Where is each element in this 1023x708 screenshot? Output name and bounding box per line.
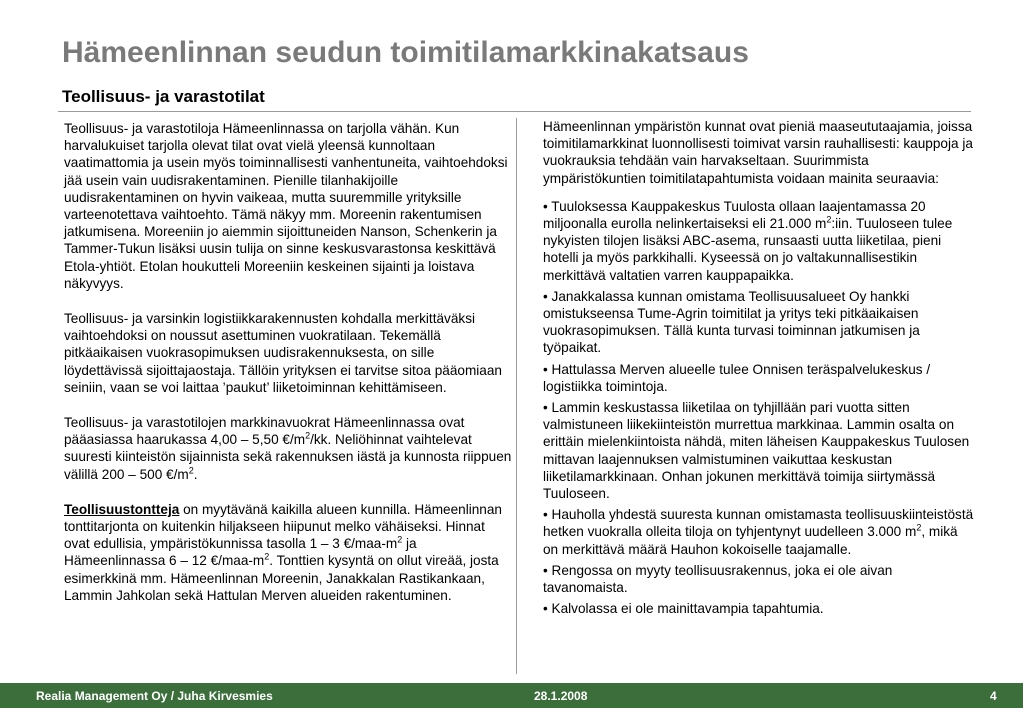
bullet-text-a: • Tuuloksessa Kauppakeskus Tuulosta ollaan laajentamassa 20 miljoonalla eurolla nelinkertaiseksi eli 21.000 m xyxy=(543,198,926,232)
section-heading: Teollisuus- ja varastotilat xyxy=(62,87,265,106)
left-p4-text-c: . Tonttien kysyntä on ollut vireää, josta esimerkkinä mm. Hämeenlinnan Moreenin, Janakkalan Rastikankaan, Lammin Jahkolan sekä Hattulan Merven alueiden rakentuminen. xyxy=(64,553,499,603)
left-p3-text-b: /kk. Neliöhinnat vaihtelevat suuresti kiinteistön sijainnista sekä rakennuksen iästä ja kunnosta riippuen välillä 200 – 500 €/m xyxy=(64,432,512,482)
bullet-text-a: • Hauholla yhdestä suuresta kunnan omistamasta teollisuuskiinteistöstä hetken vuokralla olleita tiloja on tyhjentynyt uudelleen 3.000 m xyxy=(543,507,974,540)
right-intro-paragraph: Hämeenlinnan ympäristön kunnat ovat pieniä maaseututaajamia, joissa toimitilamarkkinat luonnollisesti toimivat varsin rauhallisesti: kauppoja ja vuokrauksia tehdään vain harvakseltaan. Suurimmista ympäristökuntien toimitilatapahtumista voidaan mainita seuraavia: xyxy=(543,119,973,186)
horizontal-divider xyxy=(58,111,971,112)
left-paragraph-2: Teollisuus- ja varsinkin logistiikkarakennusten kohdalla merkittäväksi vaihtoehdoksi on noussut asettuminen vuokratilaan. Tekemällä pitkäaikaisen vuokrasopimuksen uudisrakennuksesta, on sille löydettävissä sijoittajaostaja. Tällöin yrityksen ei tarvitse sitoa pääomiaan seiniin, vaan se voi laittaa ’paukut’ liiketoiminnan kehittämiseen. xyxy=(64,311,502,395)
paragraph-lead-term: Teollisuustontteja xyxy=(64,501,180,517)
left-p3-text-a: Teollisuus- ja varastotilojen markkinavuokrat Hämeenlinnassa ovat pääasiassa haarukassa 4,00 – 5,50 €/m xyxy=(64,415,465,448)
bullet-item-janakkala: • Janakkalassa kunnan omistama Teollisuusalueet Oy hankki omistukseensa Tume-Agrin toimitilat ja yritys teki pitkäaikaisen vuokrasopimuksen. Tällä kunta turvasi toiminnan jatkumisen ja työpaikat. xyxy=(543,288,920,356)
superscript: 2 xyxy=(264,551,270,562)
superscript: 2 xyxy=(826,214,832,225)
bullet-item-lammi: • Lammin keskustassa liiketilaa on tyhjillään pari vuotta sitten valmistuneen liikekiinteistön murrettua markkinaa. Lammin osalta on erittäin mielenkiintoista nähdä, miten läheisen Kauppakeskus Tuulosen mittavan laajennuksen valmistuminen vaikuttaa keskustan liiketilamarkkinaan. Onhan jokunen merkittävä toimija siirtymässä Tuuloseen. xyxy=(543,400,970,502)
bullet-item-tuulos xyxy=(543,198,975,284)
footer-date: 28.1.2008 xyxy=(534,689,588,703)
bullet-item-kalvola: • Kalvolassa ei ole mainittavampia tapahtumia. xyxy=(543,601,824,617)
superscript: 2 xyxy=(397,534,403,545)
superscript: 2 xyxy=(188,465,194,476)
bullet-item-hauho xyxy=(543,506,975,558)
bullet-item-hattula: • Hattulassa Merven alueelle tulee Onnisen teräspalvelukeskus / logistiikka toimintoja. xyxy=(543,361,931,394)
column-divider xyxy=(516,118,517,674)
bullet-text-b: :iin. Tuuloseen tulee nykyisten tilojen lisäksi ABC-asema, runsaasti uutta liiketilaa, pieni hotelli ja myös parkkihalli. Kyseessä on jo valtakunnallisestikin merkittävä valtatien varren kauppapaikka. xyxy=(543,216,953,283)
page-title: Hämeenlinnan seudun toimitilamarkkinakatsaus xyxy=(62,36,749,69)
left-p4-text-b: ja Hämeenlinnassa 6 – 12 €/maa-m xyxy=(64,536,417,569)
left-column xyxy=(64,120,514,622)
bullet-text-b: , mikä on merkittävä määrä Hauhon kokoiselle taajamalle. xyxy=(543,524,958,557)
left-paragraph-1: Teollisuus- ja varastotiloja Hämeenlinnassa on tarjolla vähän. Kun harvalukuiset tarjolla olevat tilat ovat vielä yleensä kunnoltaan vaatimattomia ja usein myös toiminnallisesti vanhentuneita, vaihtoehdoksi jää usein vain uudisrakentaminen. Pienille tilanhakijoille uudisrakentaminen on hyvin vaikeaa, mutta suuremmille yrityksille varteenotettava vaihtoehto. Tämä näkyy mm. Moreenin rakentumisen jatkumisena. Moreeniin jo aiemmin sijoittuneiden Nanson, Schenkerin ja Tammer-Tukun lisäksi uusin tulija on sinne keskusvarastonsa keskittävä Etola-yhtiöt. Etolan houkutteli Moreeniin keskeinen sijainti ja loistava näkyvyys. xyxy=(64,121,508,291)
superscript: 2 xyxy=(305,430,311,441)
left-paragraph-3 xyxy=(64,414,514,483)
superscript: 2 xyxy=(916,522,922,533)
left-paragraph-4 xyxy=(64,501,514,604)
left-p3-text-c: . xyxy=(193,466,198,482)
right-column xyxy=(543,118,975,621)
bullet-item-renko: • Rengossa on myyty teollisuusrakennus, joka ei ole aivan tavanomaista. xyxy=(543,562,893,596)
page-number: 4 xyxy=(990,689,997,703)
footer-author: Realia Management Oy / Juha Kirvesmies xyxy=(36,689,273,703)
left-p4-text-a: on myytävänä kaikilla alueen kunnilla. Hämeenlinnan tonttitarjonta on kuitenkin hiljakseen hiipunut melko vähäiseksi. Hinnat ovat edullisia, ympäristökunnissa tasolla 1 – 3 €/maa-m xyxy=(64,501,502,552)
footer-bar xyxy=(0,683,1023,708)
